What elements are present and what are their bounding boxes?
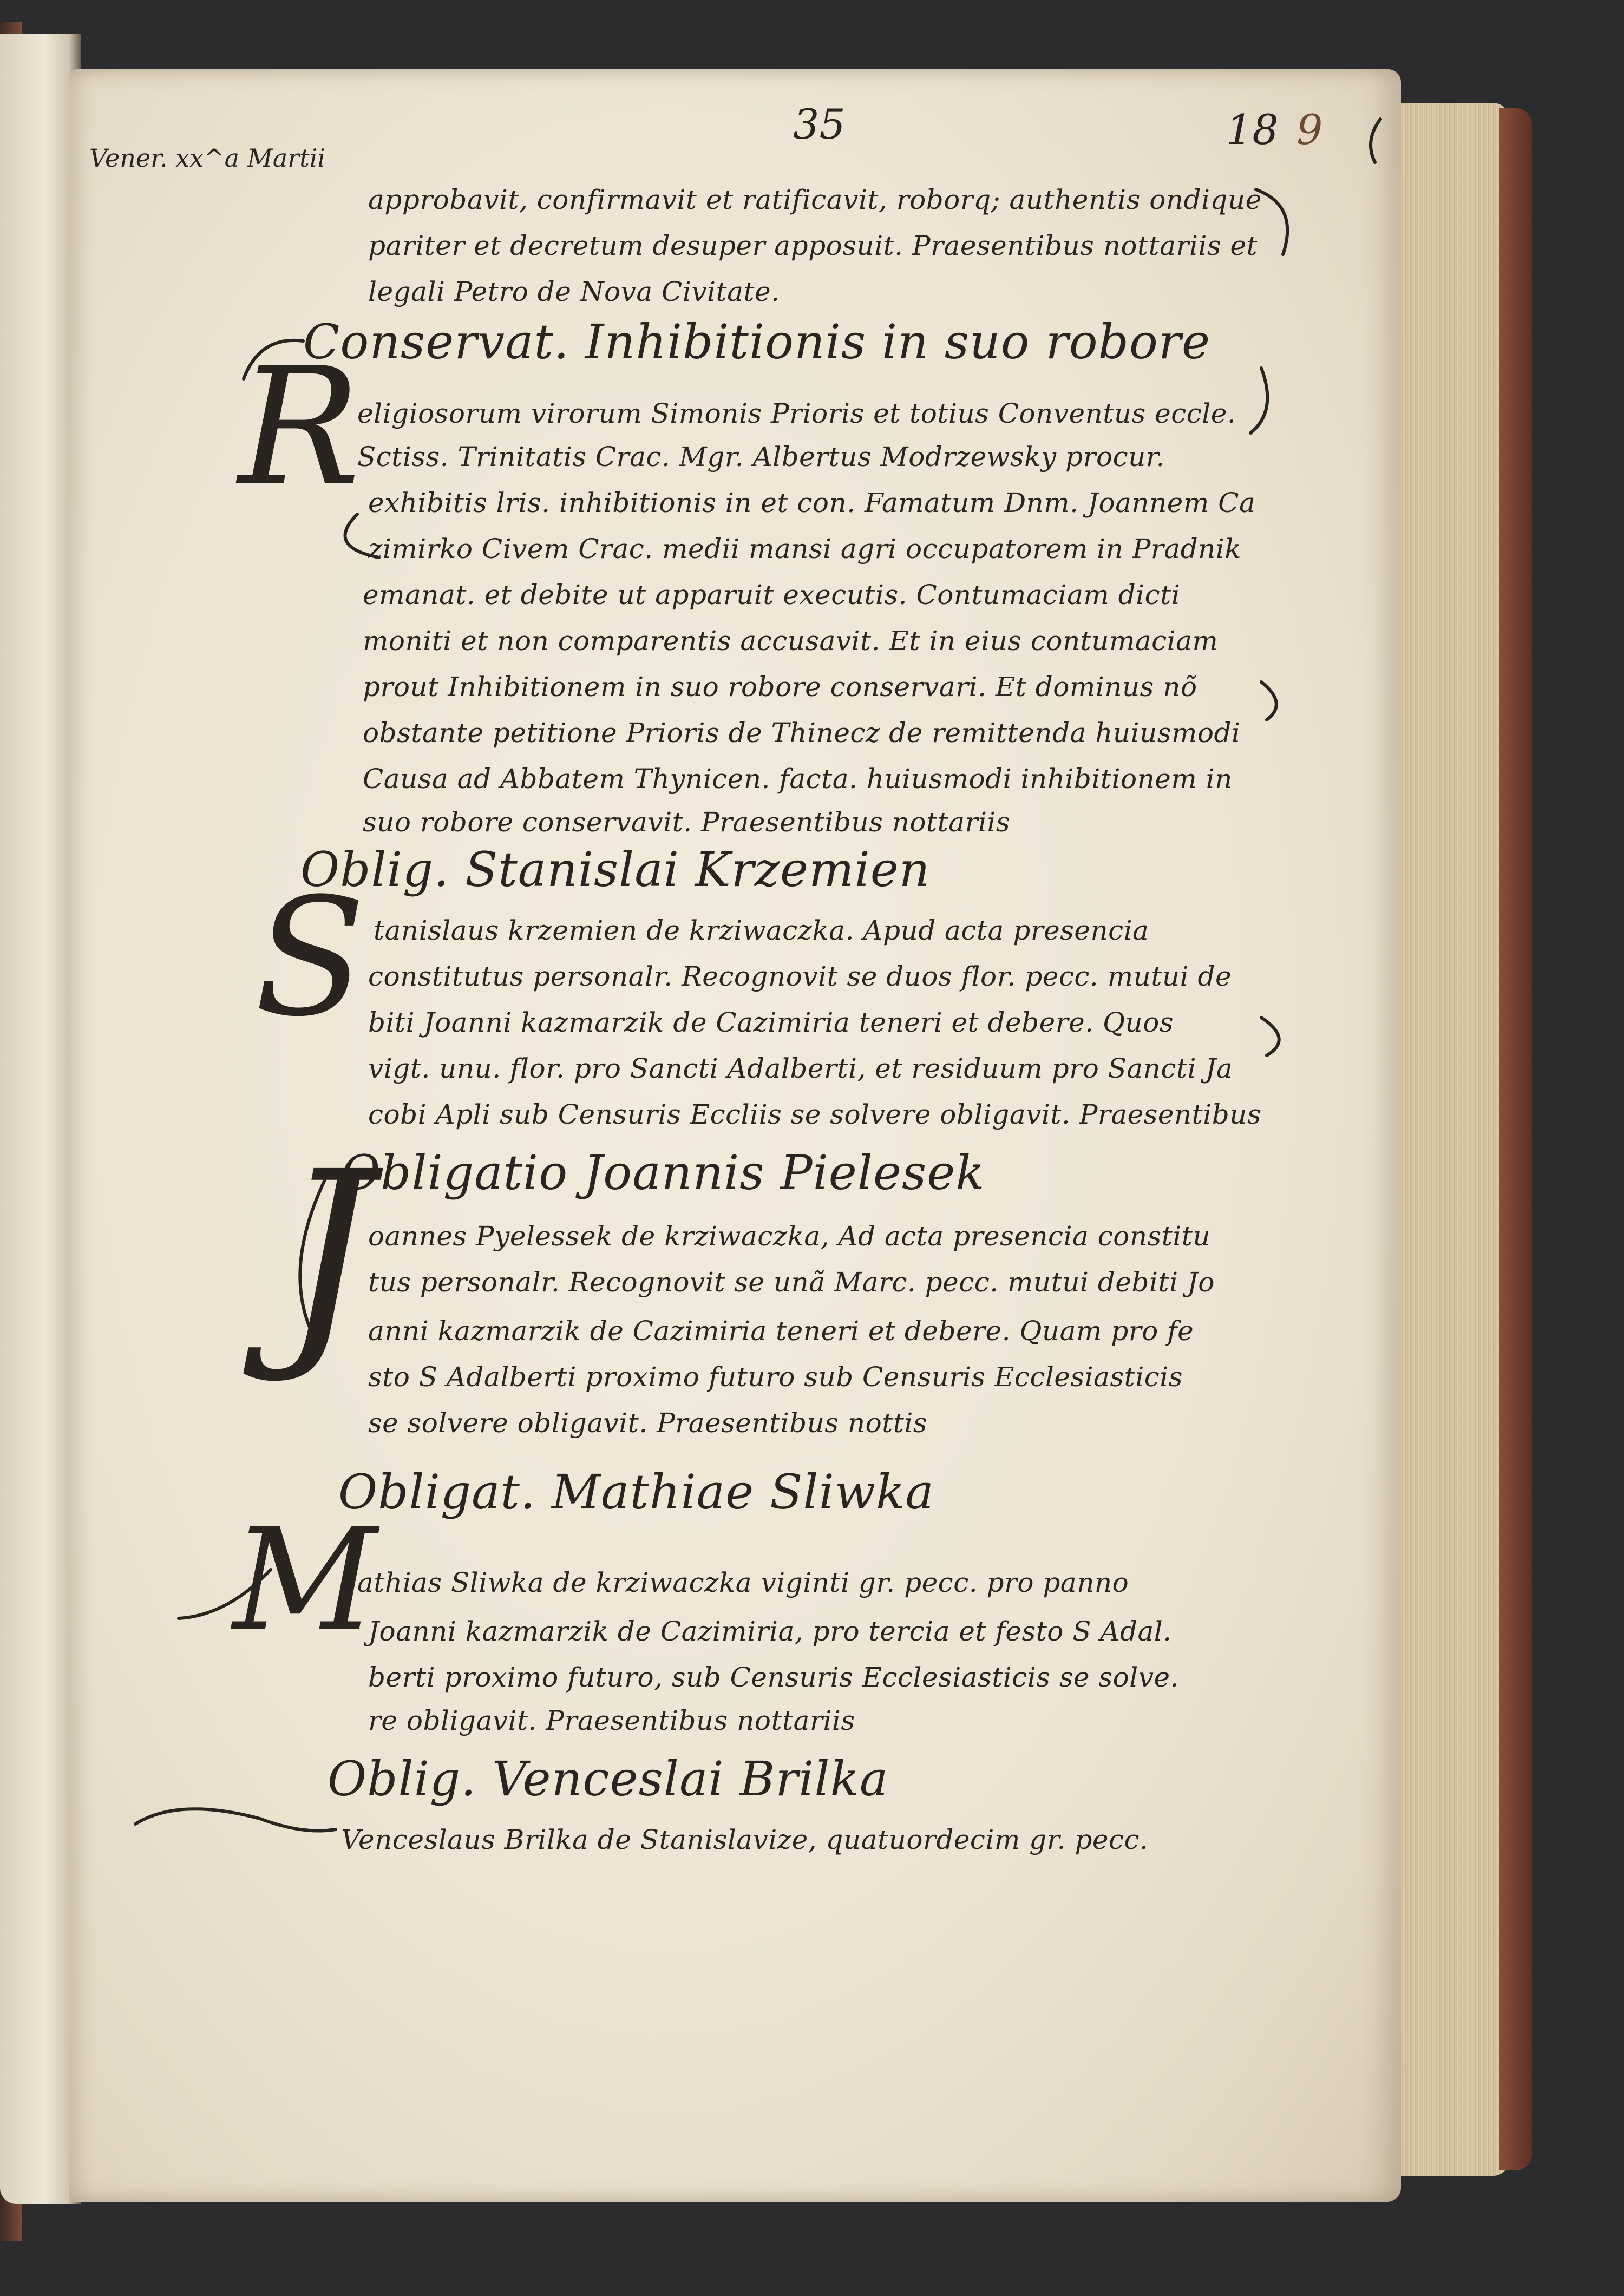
- entry-heading: Oblig. Venceslai Brilka: [328, 1751, 889, 1807]
- entry-line: moniti et non comparentis accusavit. Et in eius contumaciam: [363, 625, 1219, 657]
- folio-number-center: 35: [793, 100, 846, 148]
- entry-heading: Obligatio Joannis Pielesek: [341, 1145, 985, 1201]
- entry-heading: Conservat. Inhibitionis in suo robore: [303, 314, 1211, 370]
- decorated-initial: R: [238, 333, 361, 522]
- entry-line: suo robore conservavit. Praesentibus nottariis: [363, 806, 1011, 838]
- entry-line: exhibitis lris. inhibitionis in et con. Famatum Dnm. Joannem Ca: [368, 487, 1256, 519]
- entry-line: emanat. et debite ut apparuit executis. Contumaciam dicti: [363, 579, 1181, 611]
- entry-line: biti Joanni kazmarzik de Cazimiria teneri et debere. Quos: [368, 1007, 1174, 1038]
- entry-line: zimirko Civem Crac. medii mansi agri occupatorem in Pradnik: [368, 533, 1242, 565]
- entry-line: berti proximo futuro, sub Censuris Ecclesiasticis se solve.: [368, 1662, 1179, 1693]
- entry-line: pariter et decretum desuper apposuit. Praesentibus nottariis et: [368, 230, 1258, 261]
- entry-line: athias Sliwka de krziwaczka viginti gr. pecc. pro panno: [357, 1567, 1129, 1598]
- decorated-initial: S: [254, 863, 366, 1052]
- entry-line: cobi Apli sub Censuris Eccliis se solvere obligavit. Praesentibus: [368, 1099, 1262, 1130]
- folio-number-corner: 9: [1296, 106, 1323, 154]
- entry-line: tanislaus krzemien de krziwaczka. Apud acta presencia: [374, 915, 1149, 946]
- entry-line: tus personalr. Recognovit se unã Marc. pecc. mutui debiti Jo: [368, 1267, 1215, 1298]
- entry-line: Causa ad Abbatem Thynicen. facta. huiusmodi inhibitionem in: [363, 763, 1233, 795]
- entry-line: vigt. unu. flor. pro Sancti Adalberti, et residuum pro Sancti Ja: [368, 1053, 1233, 1084]
- entry-line: anni kazmarzik de Cazimiria teneri et debere. Quam pro fe: [368, 1315, 1194, 1347]
- entry-line: legali Petro de Nova Civitate.: [368, 276, 780, 307]
- entry-line: eligiosorum virorum Simonis Prioris et totius Conventus eccle.: [357, 398, 1236, 429]
- entry-line: re obligavit. Praesentibus nottariis: [368, 1705, 855, 1736]
- entry-heading: Obligat. Mathiae Sliwka: [338, 1464, 934, 1520]
- decorated-initial: J: [281, 1123, 373, 1388]
- entry-line: Sctiss. Trinitatis Crac. Mgr. Albertus Modrzewsky procur.: [357, 441, 1165, 473]
- entry-line: Joanni kazmarzik de Cazimiria, pro tercia et festo S Adal.: [368, 1616, 1172, 1647]
- entry-line: obstante petitione Prioris de Thinecz de remittenda huiusmodi: [363, 717, 1241, 749]
- entry-line: Venceslaus Brilka de Stanislavize, quatuordecim gr. pecc.: [341, 1824, 1149, 1855]
- entry-line: prout Inhibitionem in suo robore conservari. Et dominus nõ: [363, 671, 1197, 703]
- margin-date-note: Vener. xx^a Martii: [89, 143, 326, 173]
- entry-line: se solvere obligavit. Praesentibus nottis: [368, 1407, 928, 1439]
- entry-line: oannes Pyelessek de krziwaczka, Ad acta presencia constitu: [368, 1221, 1211, 1252]
- entry-line: sto S Adalberti proximo futuro sub Censuris Ecclesiasticis: [368, 1361, 1183, 1393]
- entry-line: approbavit, confirmavit et ratificavit, roborq; authentis ondique: [368, 184, 1262, 215]
- entry-line: constitutus personalr. Recognovit se duos flor. pecc. mutui de: [368, 961, 1232, 992]
- folio-number-right: 18: [1226, 106, 1279, 154]
- decorated-initial: M: [233, 1499, 377, 1662]
- entry-heading: Oblig. Stanislai Krzemien: [300, 842, 931, 897]
